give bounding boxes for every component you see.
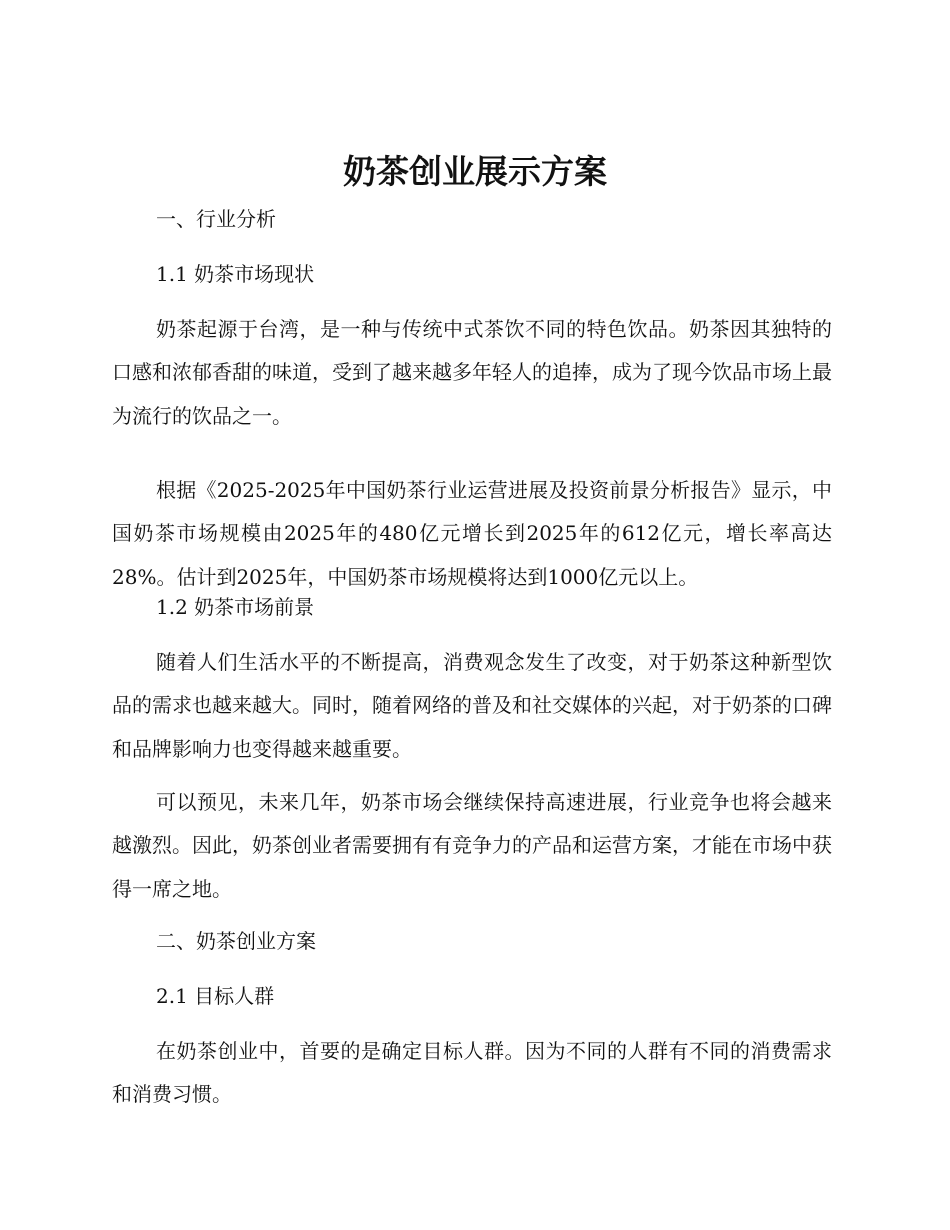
paragraph-origin: 奶茶起源于台湾，是一种与传统中式茶饮不同的特色饮品。奶茶因其独特的口感和浓郁香甜的味道，受到了越来越多年轻人的追捧，成为了现今饮品市场上最为流行的饮品之一。: [112, 317, 832, 428]
subsection-heading-market-status: 1.1 奶茶市场现状: [156, 262, 315, 286]
paragraph-demand: 随着人们生活水平的不断提高，消费观念发生了改变，对于奶茶这种新型饮品的需求也越来越大。同时，随着网络的普及和社交媒体的兴起，对于奶茶的口碑和品牌影响力也变得越来越重要。: [112, 650, 832, 761]
paragraph-target-group: 在奶茶创业中，首要的是确定目标人群。因为不同的人群有不同的消费需求和消费习惯。: [112, 1039, 832, 1107]
section-heading-business-plan: 二、奶茶创业方案: [156, 929, 316, 953]
subsection-heading-target-group: 2.1 目标人群: [156, 984, 275, 1008]
paragraph-competition: 可以预见，未来几年，奶茶市场会继续保持高速进展，行业竞争也将会越来越激烈。因此，奶茶创业者需要拥有有竞争力的产品和运营方案，才能在市场中获得一席之地。: [112, 790, 832, 901]
subsection-heading-market-outlook: 1.2 奶茶市场前景: [156, 595, 315, 619]
section-heading-industry-analysis: 一、行业分析: [156, 207, 276, 231]
document-title: 奶茶创业展示方案: [343, 152, 607, 191]
paragraph-market-size: 根据《2025-2025年中国奶茶行业运营进展及投资前景分析报告》显示，中国奶茶市场规模由2025年的480亿元增长到2025年的612亿元，增长率高达28%。估计到2025年，中国奶茶市场规模将达到1000亿元以上。: [112, 478, 832, 589]
